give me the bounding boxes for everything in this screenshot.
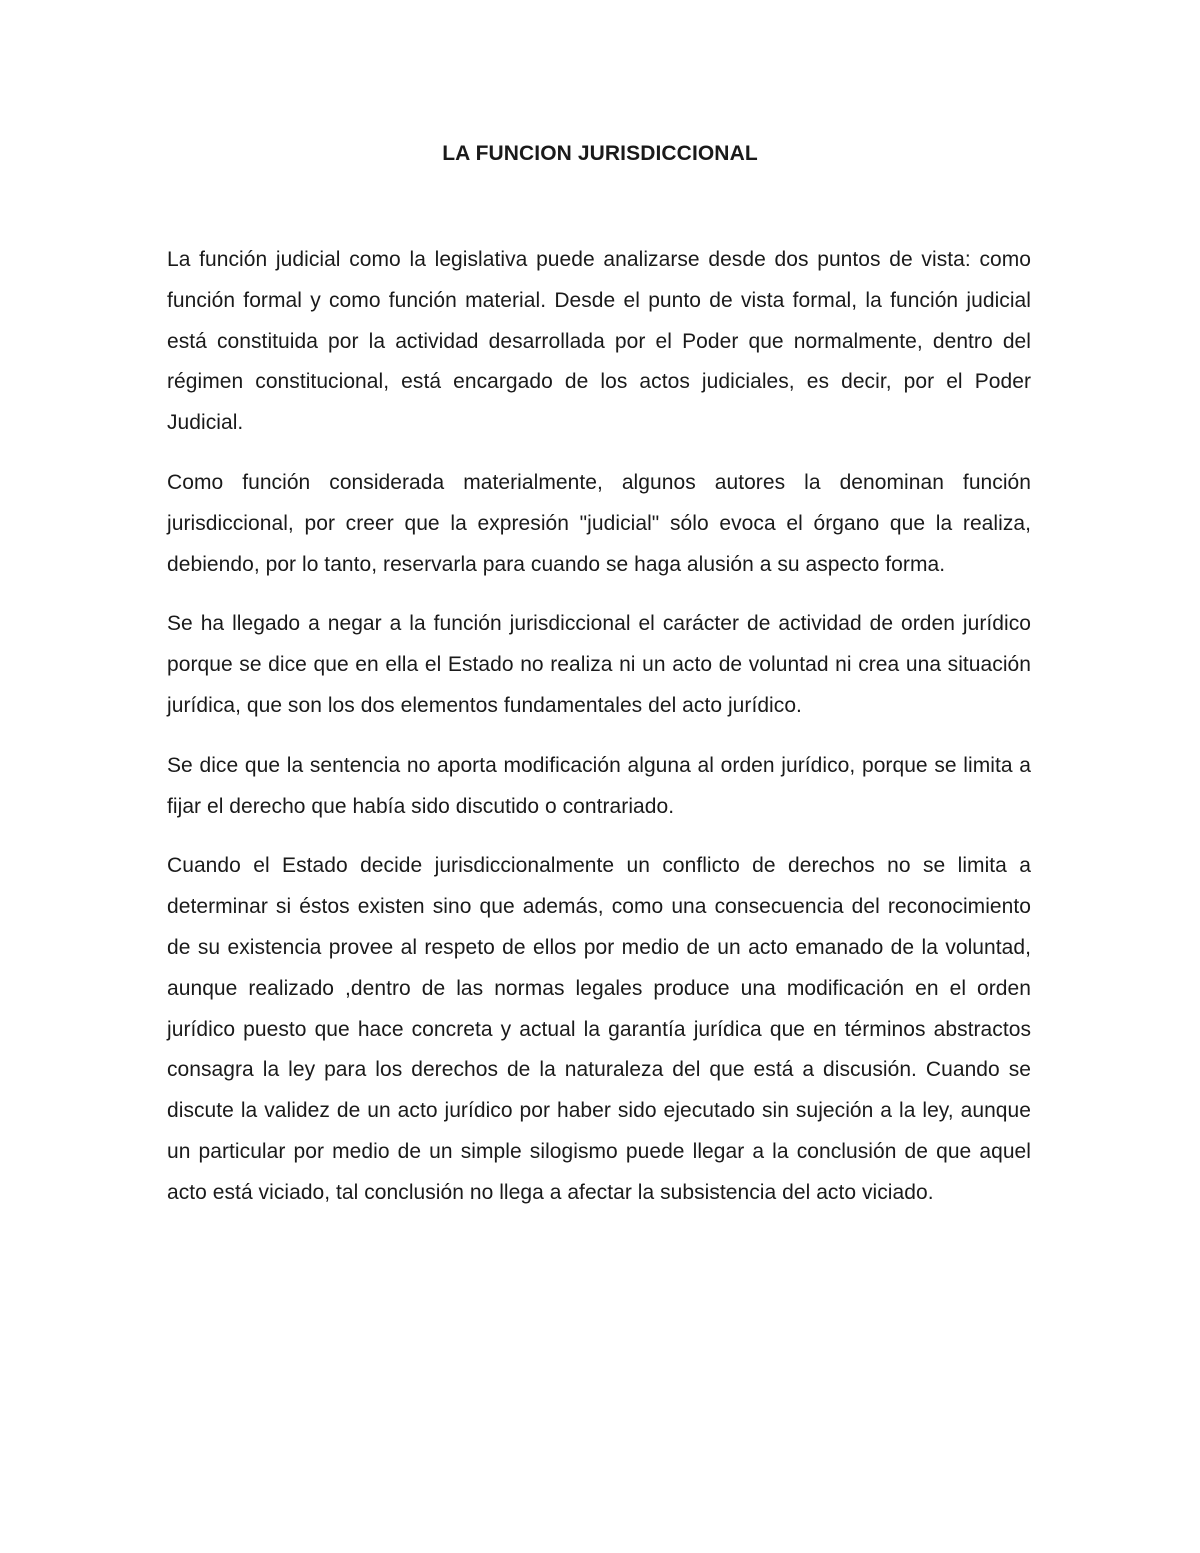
paragraph-1: La función judicial como la legislativa puede analizarse desde dos puntos de vista: como función formal y como función material. Desde el punto de vista formal, la función judicial está constituida por la actividad desarrollada por el Poder que normalmente, dentro del régimen constitucional, está encargado de los actos judiciales, es decir, por el Poder Judicial. <box>167 248 1031 435</box>
paragraph-4: Se dice que la sentencia no aporta modificación alguna al orden jurídico, porque se limita a fijar el derecho que había sido discutido o contrariado. <box>167 753 1031 818</box>
paragraph-5: Cuando el Estado decide jurisdiccionalmente un conflicto de derechos no se limita a determinar si éstos existen sino que además, como una consecuencia del reconocimiento de su existencia provee al respeto de ellos por medio de un acto emanado de la voluntad, aunque realizado ,dentro de las normas legales produce una modificación en el orden jurídico puesto que hace concreta y actual la garantía jurídica que en términos abstractos consagra la ley para los derechos de la naturaleza del que está a discusión. Cuando se discute la validez de un acto jurídico por haber sido ejecutado sin sujeción a la ley, aunque un particular por medio de un simple silogismo puede llegar a la conclusión de que aquel acto está viciado, tal conclusión no llega a afectar la subsistencia del acto viciado. <box>167 854 1031 1204</box>
document-body <box>167 240 1031 1233</box>
paragraph-3: Se ha llegado a negar a la función jurisdiccional el carácter de actividad de orden jurídico porque se dice que en ella el Estado no realiza ni un acto de voluntad ni crea una situación jurídica, que son los dos elementos fundamentales del acto jurídico. <box>167 612 1031 717</box>
paragraph-2: Como función considerada materialmente, algunos autores la denominan función jurisdiccional, por creer que la expresión "judicial" sólo evoca el órgano que la realiza, debiendo, por lo tanto, reservarla para cuando se haga alusión a su aspecto forma. <box>167 470 1031 576</box>
page-title: LA FUNCION JURISDICCIONAL <box>442 142 758 165</box>
